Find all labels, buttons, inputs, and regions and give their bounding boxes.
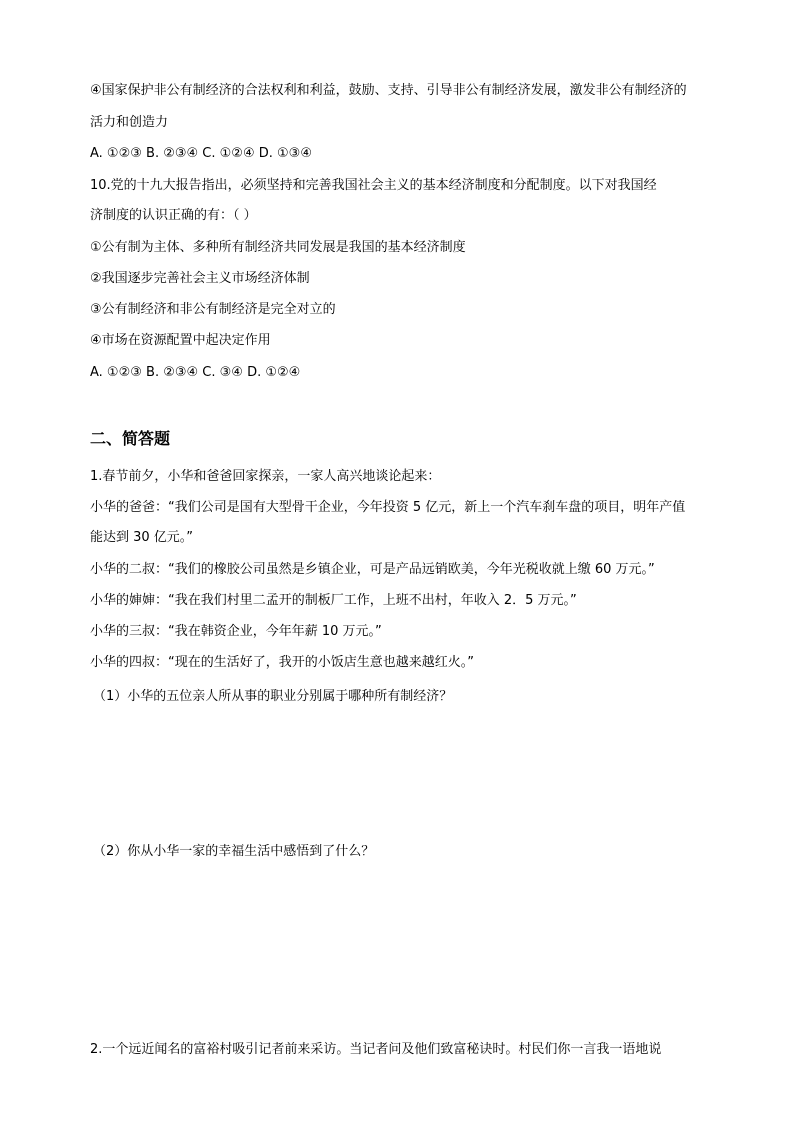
q10-item1: ①公有制为主体、多种所有制经济共同发展是我国的基本经济制度 <box>90 240 466 255</box>
q9-item4-line2: 活力和创造力 <box>90 115 169 130</box>
q10-stem-line1: 10.党的十九大报告指出，必须坚持和完善我国社会主义的基本经济制度和分配制度。以下对我国经 <box>90 178 657 193</box>
q10-item4: ④市场在资源配置中起决定作用 <box>90 333 271 348</box>
q9-options: A. ①②③ B. ②③④ C. ①②④ D. ①③④ <box>90 146 312 161</box>
sq1-uncle2: 小华的二叔：“我们的橡胶公司虽然是乡镇企业，可是产品远销欧美，今年光税收就上缴 60 万元。” <box>90 562 655 577</box>
sq1-uncle4: 小华的四叔：“现在的生活好了，我开的小饭店生意也越来越红火。” <box>90 655 474 670</box>
q10-item2: ②我国逐步完善社会主义市场经济体制 <box>90 271 310 286</box>
sq1-father-line1: 小华的爸爸：“我们公司是国有大型骨干企业，今年投资 5 亿元，新上一个汽车刹车盘的项目，明年产值 <box>90 500 686 515</box>
q10-options: A. ①②③ B. ②③④ C. ③④ D. ①②④ <box>90 365 301 380</box>
sq1-uncle3: 小华的三叔：“我在韩资企业，今年年薪 10 万元。” <box>90 624 382 639</box>
q10-stem-line2: 济制度的认识正确的有：（ ） <box>90 208 257 223</box>
section-title: 二、简答题 <box>90 429 171 448</box>
q10-item3: ③公有制经济和非公有制经济是完全对立的 <box>90 302 336 317</box>
sq1-intro: 1.春节前夕，小华和爸爸回家探亲，一家人高兴地谈论起来： <box>90 469 441 484</box>
sq1-aunt: 小华的婶婶：“我在我们村里二孟开的制板厂工作，上班不出村，年收入 2．5 万元。” <box>90 593 577 608</box>
sq1-sub1: （1）小华的五位亲人所从事的职业分别属于哪种所有制经济？ <box>93 689 453 704</box>
q9-item4-line1: ④国家保护非公有制经济的合法权利和利益，鼓励、支持、引导非公有制经济发展，激发非公有制经济的 <box>90 83 687 98</box>
sq2-intro: 2.一个远近闻名的富裕村吸引记者前来采访。当记者问及他们致富秘诀时。村民们你一言我一语地说 <box>90 1042 662 1057</box>
sq1-sub2: （2）你从小华一家的幸福生活中感悟到了什么？ <box>93 844 375 859</box>
sq1-father-line2: 能达到 30 亿元。” <box>90 530 194 545</box>
